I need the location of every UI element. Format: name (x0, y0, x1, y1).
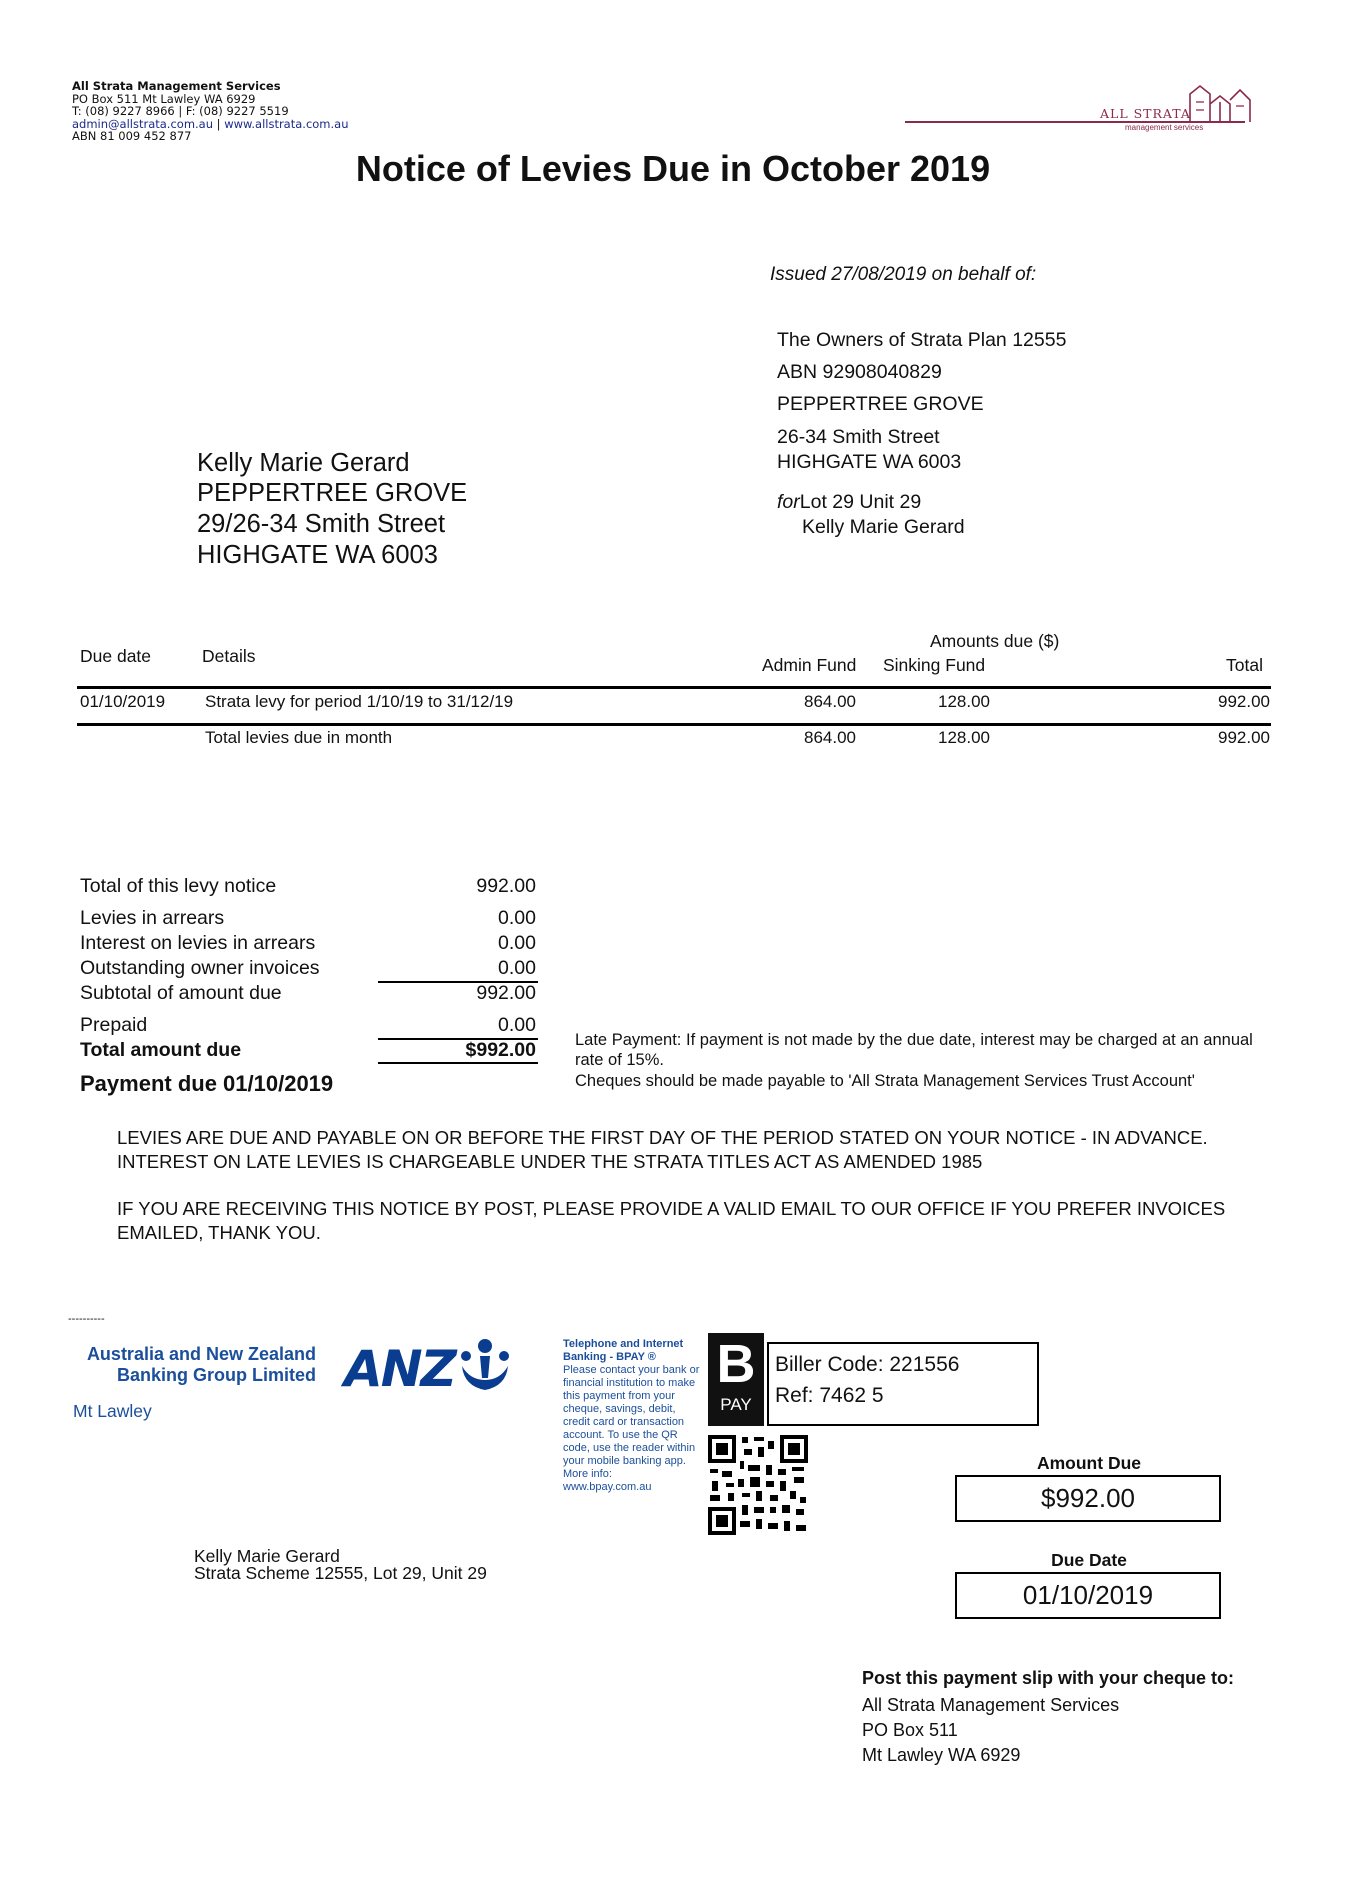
cheque-payable-notice: Cheques should be made payable to 'All Strata Management Services Trust Account' (575, 1072, 1195, 1090)
summary-total-notice-value: 992.00 (476, 875, 536, 897)
total-row-admin: 864.00 (804, 728, 856, 747)
row-details: Strata levy for period 1/10/19 to 31/12/19 (205, 692, 514, 711)
amount-due-label: Amount Due (1036, 1453, 1142, 1473)
bank-name: Australia and New Zealand Banking Group Limited (86, 1344, 316, 1385)
recipient-name: Kelly Marie Gerard (197, 449, 410, 477)
owners-scheme-name: PEPPERTREE GROVE (777, 393, 984, 415)
summary-outstanding-value: 0.00 (498, 957, 536, 979)
owners-owner-name: Kelly Marie Gerard (802, 516, 965, 538)
post-heading: Post this payment slip with your cheque to: (862, 1668, 1235, 1688)
cut-marker: ---------- (68, 1313, 105, 1325)
table-header-rule (77, 686, 1271, 689)
owners-suburb: HIGHGATE WA 6003 (777, 451, 962, 473)
company-abn: ABN 81 009 452 877 (72, 129, 192, 143)
link-separator: | (213, 116, 225, 131)
owners-abn: ABN 92908040829 (777, 361, 942, 383)
payer-details (194, 1548, 487, 1582)
issued-line: Issued 27/08/2019 on behalf of: (770, 264, 1037, 285)
amount-due-value: $992.00 (1041, 1483, 1135, 1513)
recipient-building: PEPPERTREE GROVE (197, 479, 468, 507)
header-due-date: Due date (80, 646, 152, 666)
summary-total-due-value: $992.00 (465, 1039, 536, 1061)
bpay-qr-code-icon (708, 1435, 808, 1535)
table-total-rule (77, 723, 1271, 726)
summary-subtotal-label: Subtotal of amount due (80, 982, 282, 1004)
row-sinking: 128.00 (938, 692, 990, 711)
late-payment-notice: Late Payment: If payment is not made by the due date, interest may be charged at an annual rate of 15%. (575, 1031, 1253, 1069)
summary-total-notice-label: Total of this levy notice (80, 875, 277, 897)
summary-subtotal-value: 992.00 (476, 982, 536, 1004)
bpay-text: Please contact your bank or financial institution to make this payment from your cheque, savings, debit, credit card or transaction account. To use the QR code, use the reader within your mobile banking app. More info: www.bpay.com.au (563, 1364, 700, 1493)
summary-prepaid-value: 0.00 (498, 1014, 536, 1036)
logo-subtext: management services (1125, 123, 1204, 132)
biller-ref: Ref: 7462 5 (775, 1384, 884, 1407)
bpay-instructions (563, 1338, 703, 1494)
company-email-link[interactable]: admin@allstrata.com.au (72, 116, 214, 131)
owners-line: The Owners of Strata Plan 12555 (777, 329, 1067, 351)
summary-interest-value: 0.00 (498, 932, 536, 954)
payer-scheme: Strata Scheme 12555, Lot 29, Unit 29 (194, 1563, 487, 1583)
due-date-value: 01/10/2019 (1022, 1580, 1154, 1610)
building-logo-icon (1188, 82, 1252, 126)
row-due-date: 01/10/2019 (80, 692, 166, 711)
total-row-total: 992.00 (1218, 728, 1270, 747)
summary-prepaid-label: Prepaid (80, 1014, 148, 1036)
company-logo (905, 80, 1260, 135)
company-po-box: PO Box 511 Mt Lawley WA 6929 (72, 91, 256, 106)
post-address-line2: PO Box 511 (862, 1720, 958, 1740)
bpay-heading: Telephone and Internet Banking - BPAY ® (563, 1338, 684, 1363)
owners-street: 26-34 Smith Street (777, 426, 940, 448)
row-total: 992.00 (1218, 692, 1270, 711)
anz-people-logo-icon (452, 1334, 518, 1394)
summary-arrears-value: 0.00 (498, 907, 536, 929)
bank-branch: Mt Lawley (73, 1401, 152, 1421)
owners-lot-line (777, 491, 921, 514)
payer-name: Kelly Marie Gerard (194, 1546, 340, 1566)
for-label: for (777, 491, 800, 513)
company-name: All Strata Management Services (72, 79, 281, 93)
recipient-suburb: HIGHGATE WA 6003 (197, 541, 438, 569)
row-admin: 864.00 (804, 692, 856, 711)
company-details (72, 80, 349, 143)
summary-total-due-label: Total amount due (80, 1039, 242, 1061)
post-address-line3: Mt Lawley WA 6929 (862, 1745, 1021, 1765)
payment-due-line: Payment due 01/10/2019 (80, 1071, 334, 1096)
post-address-line1: All Strata Management Services (862, 1695, 1120, 1715)
biller-code: Biller Code: 221556 (775, 1353, 960, 1376)
page-title: Notice of Levies Due in October 2019 (355, 148, 991, 189)
header-total: Total (1226, 655, 1263, 675)
due-date-label: Due Date (1051, 1550, 1127, 1570)
biller-box (767, 1342, 1039, 1426)
header-details: Details (202, 646, 256, 666)
total-row-details: Total levies due in month (205, 728, 393, 747)
total-row-sinking: 128.00 (938, 728, 990, 747)
logo-text: ALL STRATA (1100, 106, 1191, 121)
header-amounts-due: Amounts due ($) (930, 631, 1060, 651)
owners-lot: Lot 29 Unit 29 (799, 491, 922, 513)
company-website-link[interactable]: www.allstrata.com.au (224, 116, 349, 131)
levies-due-notice: LEVIES ARE DUE AND PAYABLE ON OR BEFORE THE FIRST DAY OF THE PERIOD STATED ON YOUR NOTICE - IN ADVANCE. INTEREST ON LATE LEVIES IS CHARGEABLE UNDER THE STRATA TITLES ACT AS AMENDED 1985 (117, 1127, 1208, 1172)
due-date-box (955, 1572, 1221, 1619)
summary-interest-label: Interest on levies in arrears (80, 932, 316, 954)
header-sinking-fund: Sinking Fund (883, 655, 986, 675)
total-due-rule-bottom (378, 1062, 538, 1064)
amount-due-box (955, 1475, 1221, 1522)
anz-logo-text: ANZ (344, 1340, 455, 1398)
summary-arrears-label: Levies in arrears (80, 907, 225, 929)
bpay-logo-text: PAY (720, 1395, 752, 1414)
summary-outstanding-label: Outstanding owner invoices (80, 957, 320, 979)
header-admin-fund: Admin Fund (762, 655, 857, 675)
email-preference-notice: IF YOU ARE RECEIVING THIS NOTICE BY POST, PLEASE PROVIDE A VALID EMAIL TO OUR OFFICE IF YOU PREFER INVOICES EMAILED, THANK YOU. (117, 1198, 1226, 1243)
recipient-street: 29/26-34 Smith Street (197, 510, 446, 538)
bpay-logo (708, 1333, 764, 1426)
bpay-logo-letter: B (716, 1334, 756, 1394)
company-phone: T: (08) 9227 8966 | F: (08) 9227 5519 (72, 104, 289, 118)
